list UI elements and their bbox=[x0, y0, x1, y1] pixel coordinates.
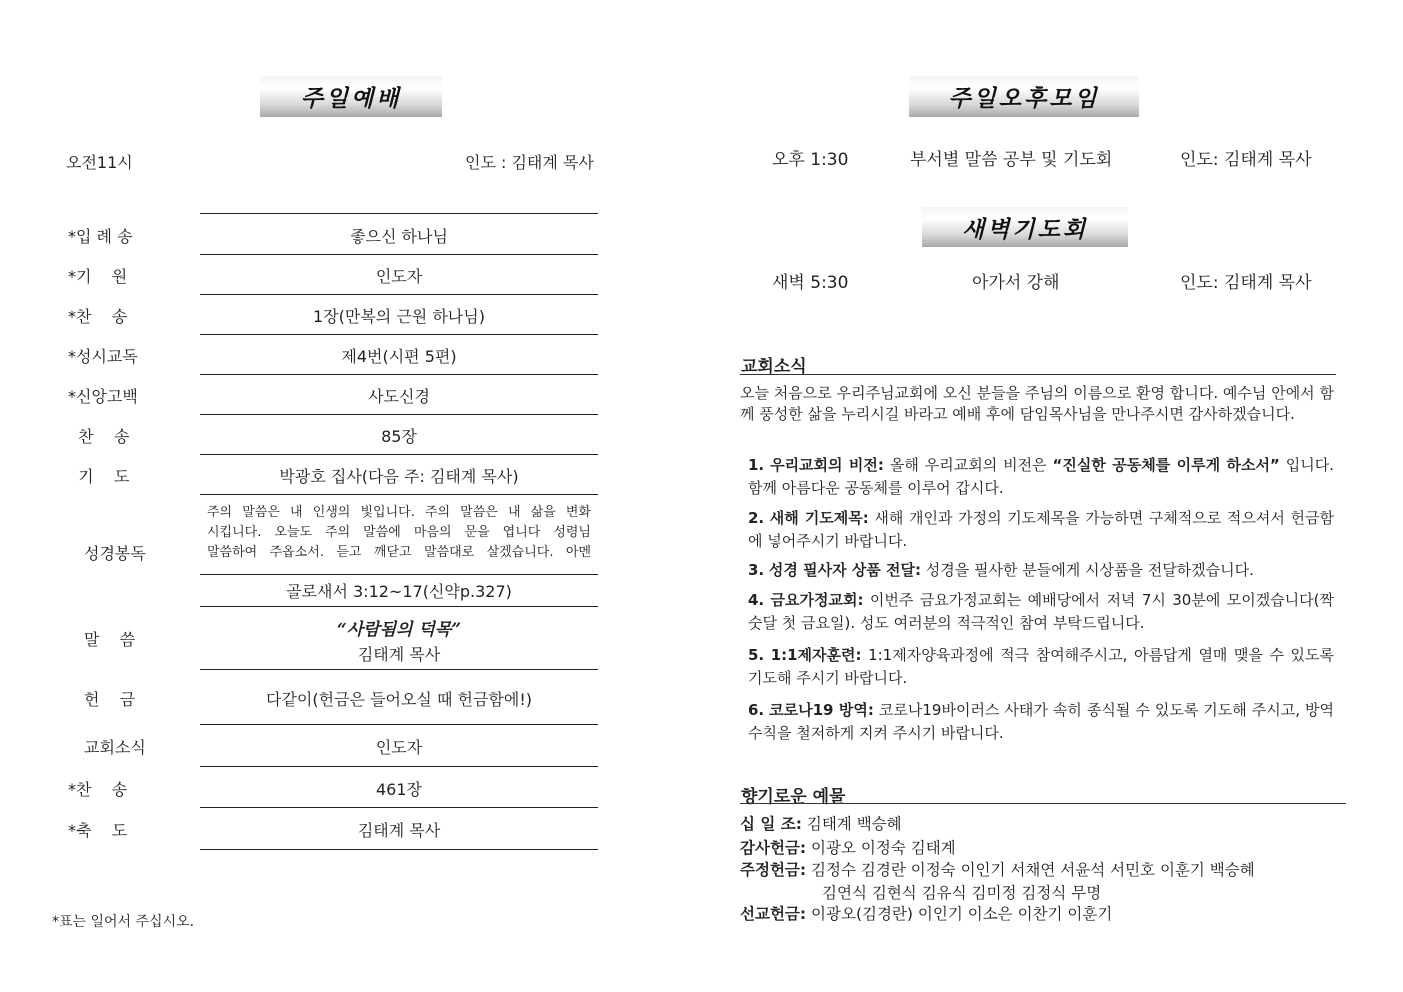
offering-label: 선교헌금: bbox=[740, 905, 807, 923]
order-value: 다같이(헌금은 들어오실 때 헌금함에!) bbox=[266, 690, 532, 709]
offering-label: 십 일 조: bbox=[740, 815, 802, 833]
order-rule bbox=[200, 334, 598, 335]
service-time: 오전11시 bbox=[66, 153, 133, 172]
offering-row bbox=[740, 837, 956, 859]
order-value: 김태계 목사 bbox=[357, 821, 441, 840]
news-num: 4. bbox=[748, 591, 765, 609]
vision-quote: “진실한 공동체를 이루게 하소서” bbox=[1052, 456, 1280, 474]
order-value: 인도자 bbox=[375, 267, 423, 286]
order-label: *찬 송 bbox=[68, 780, 128, 799]
sunday-service-banner bbox=[260, 76, 442, 117]
news-heading: 교회소식 bbox=[741, 357, 807, 377]
offering-label: 감사헌금: bbox=[740, 839, 807, 857]
news-num: 3. bbox=[748, 561, 765, 579]
order-rule bbox=[200, 807, 598, 808]
order-rule bbox=[200, 606, 598, 607]
news-head: 코로나19 방역: bbox=[769, 701, 874, 719]
order-value: 85장 bbox=[381, 427, 417, 446]
sunday-service-title: 주일예배 bbox=[300, 86, 402, 112]
dawn-desc: 아가서 강해 bbox=[972, 273, 1060, 293]
order-rule bbox=[200, 454, 598, 455]
order-value: 인도자 bbox=[375, 738, 423, 757]
order-value: 1장(만복의 근원 하나님) bbox=[313, 307, 485, 326]
order-rule bbox=[200, 414, 598, 415]
offering-names: 김태계 백승혜 bbox=[806, 815, 902, 833]
news-intro: 오늘 처음으로 우리주님교회에 오신 분들을 주님의 이름으로 환영 합니다. 예수님 안에서 함께 풍성한 삶을 누리시길 바라고 예배 후에 담임목사님을 만나주시면 감사하겠습니다. bbox=[740, 384, 1334, 423]
service-leader: 인도 : 김태계 목사 bbox=[465, 153, 594, 172]
offering-row bbox=[740, 903, 1112, 925]
order-rule bbox=[200, 213, 598, 214]
news-num: 5. bbox=[748, 646, 765, 664]
order-rule bbox=[200, 294, 598, 295]
news-text: 1:1제자양육과정에 적극 참여해주시고, 아름답게 열매 맺을 수 있도록 기도해 주시기 바랍니다. bbox=[748, 646, 1334, 687]
sermon-preacher: 김태계 목사 bbox=[357, 645, 441, 664]
order-rule bbox=[200, 766, 598, 767]
news-num: 6. bbox=[748, 701, 765, 719]
offering-names: 이광오 이정숙 김태계 bbox=[811, 839, 956, 857]
reading-passage: 골로새서 3:12~17(신약p.327) bbox=[286, 582, 512, 601]
news-head: 우리교회의 비전: bbox=[770, 456, 884, 474]
order-label: *신앙고백 bbox=[68, 387, 138, 406]
dawn-time: 새벽 5:30 bbox=[772, 273, 849, 293]
offering-row bbox=[740, 813, 902, 835]
news-num: 1. bbox=[748, 456, 765, 474]
news-item-5 bbox=[748, 644, 1334, 690]
order-label: 교회소식 bbox=[84, 738, 146, 757]
news-text: 코로나19바이러스 사태가 속히 종식될 수 있도록 기도해 주시고, 방역수칙을 철저하게 지켜 주시기 바랍니다. bbox=[748, 701, 1334, 742]
news-item-3 bbox=[748, 559, 1334, 582]
offering-names: 이광오(김경란) 이인기 이소은 이찬기 이훈기 bbox=[811, 905, 1113, 923]
dawn-leader: 인도: 김태계 목사 bbox=[1180, 273, 1312, 293]
standing-footnote: *표는 일어서 주십시오. bbox=[52, 914, 195, 930]
order-rule bbox=[200, 849, 598, 850]
order-rule bbox=[200, 669, 598, 670]
order-label: 기 도 bbox=[68, 467, 130, 486]
news-text: 올해 우리교회의 비전은 bbox=[889, 456, 1053, 474]
order-value: 사도신경 bbox=[368, 387, 430, 406]
news-head: 새해 기도제목: bbox=[769, 509, 869, 527]
offering-names: 김정수 김경란 이정숙 이인기 서채연 서윤석 서민호 이훈기 백승혜 bbox=[811, 861, 1255, 879]
afternoon-title: 주일오후모임 bbox=[948, 86, 1100, 112]
offering-row bbox=[740, 859, 1255, 881]
news-text: 이번주 금요가정교회는 예배당에서 저녁 7시 30분에 모이겠습니다(짝숫달 첫 금요일). 성도 여러분의 적극적인 참여 부탁드립니다. bbox=[748, 591, 1334, 632]
news-item-4 bbox=[748, 589, 1334, 635]
order-label: 헌 금 bbox=[84, 690, 136, 709]
order-rule bbox=[200, 494, 598, 495]
order-rule bbox=[200, 724, 598, 725]
news-text: 새해 개인과 가정의 기도제목을 가능하면 구체적으로 적으셔서 헌금함에 넣어주시기 바랍니다. bbox=[748, 509, 1334, 550]
order-label: 찬 송 bbox=[68, 427, 130, 446]
news-item-6 bbox=[748, 699, 1334, 745]
news-num: 2. bbox=[748, 509, 765, 527]
afternoon-banner bbox=[909, 76, 1139, 117]
dawn-title: 새벽기도회 bbox=[961, 216, 1089, 243]
offerings-rule bbox=[740, 803, 1346, 804]
news-text: 성경을 필사한 분들에게 시상품을 전달하겠습니다. bbox=[925, 561, 1254, 579]
order-rule bbox=[200, 254, 598, 255]
afternoon-desc: 부서별 말씀 공부 및 기도회 bbox=[910, 150, 1113, 170]
news-head: 성경 필사자 상품 전달: bbox=[768, 561, 921, 579]
order-rule bbox=[200, 574, 598, 575]
news-head: 금요가정교회: bbox=[770, 591, 864, 609]
order-value: 좋으신 하나님 bbox=[350, 227, 448, 246]
order-value: 제4번(시편 5편) bbox=[341, 347, 457, 366]
order-value: 박광호 집사(다음 주: 김태계 목사) bbox=[279, 467, 519, 486]
offerings-heading: 향기로운 예물 bbox=[741, 787, 846, 807]
news-text: 입니다. 함께 아름다운 공동체를 이루어 갑시다. bbox=[748, 456, 1334, 497]
sermon-title: “사람됨의 덕목” bbox=[336, 620, 461, 640]
reading-line: 시킵니다. 오늘도 주의 말씀에 마음의 문을 엽니다 성령님 bbox=[207, 525, 591, 540]
order-label: *기 원 bbox=[68, 267, 128, 286]
dawn-banner bbox=[922, 207, 1128, 247]
news-item-2 bbox=[748, 507, 1334, 553]
order-value: 461장 bbox=[376, 780, 422, 799]
order-label: *축 도 bbox=[68, 821, 128, 840]
news-head: 1:1제자훈련: bbox=[770, 646, 862, 664]
offering-label: 주정헌금: bbox=[740, 861, 807, 879]
afternoon-leader: 인도: 김태계 목사 bbox=[1180, 150, 1312, 170]
afternoon-time: 오후 1:30 bbox=[772, 150, 849, 170]
offering-names-continued: 김연식 김현식 김유식 김미정 김정식 무명 bbox=[822, 884, 1102, 902]
order-label: *성시교독 bbox=[68, 347, 138, 366]
order-rule bbox=[200, 374, 598, 375]
order-label: *입 례 송 bbox=[68, 227, 133, 246]
reading-label: 성경봉독 bbox=[84, 544, 146, 563]
order-label: *찬 송 bbox=[68, 307, 128, 326]
reading-line: 말씀하여 주옵소서. 듣고 깨닫고 말씀대로 살겠습니다. 아멘 bbox=[207, 545, 591, 560]
news-rule bbox=[740, 374, 1336, 375]
sermon-label: 말 씀 bbox=[84, 630, 136, 649]
news-item-1 bbox=[748, 454, 1334, 500]
reading-line: 주의 말씀은 내 인생의 빛입니다. 주의 말씀은 내 삶을 변화 bbox=[207, 505, 591, 520]
